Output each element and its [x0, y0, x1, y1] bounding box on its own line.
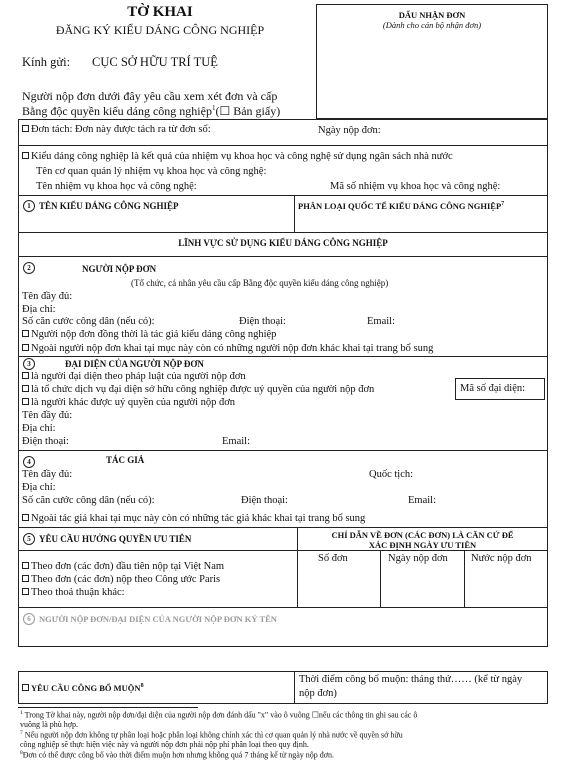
request-line-2 — [22, 104, 280, 119]
form-title: TỜ KHAI — [127, 4, 193, 20]
col-filing-country: Nước nộp đơn — [471, 553, 532, 564]
section3-title — [23, 358, 204, 370]
applicant-name-label: Tên đầy đủ: — [22, 291, 73, 302]
recipient-name: CỤC SỞ HỮU TRÍ TUỆ — [92, 55, 218, 69]
section1-title-text: TÊN KIỂU DÁNG CÔNG NGHIỆP — [39, 201, 179, 211]
col-application-number: Số đơn — [318, 553, 348, 564]
stamp-title: DẤU NHẬN ĐƠN — [398, 10, 466, 20]
divider — [18, 256, 548, 257]
research-agency-label: Tên cơ quan quản lý nhiệm vụ khoa học và công nghệ: — [36, 166, 267, 177]
rep-opt2-label: là tổ chức dịch vụ đại diện sở hữu công nghiệp được uỷ quyền của người nộp đơn — [31, 384, 375, 395]
author-nationality-label: Quốc tịch: — [369, 469, 414, 480]
author-others-checkbox[interactable] — [22, 514, 29, 521]
rep-address-label: Địa chỉ: — [22, 423, 56, 434]
section1-title — [23, 200, 179, 212]
priority-basis-title-1: CHỈ DẪN VỀ ĐƠN (CÁC ĐƠN) LÀ CĂN CỨ ĐỂ — [331, 530, 514, 540]
footnote-1-marker: 1 — [20, 710, 23, 716]
footnote-separator — [18, 707, 198, 708]
applicant-others-label: Ngoài người nộp đơn khai tại mục này còn có những người nộp đơn khác khai tại trang bổ sung — [31, 343, 434, 354]
divider — [18, 145, 548, 146]
research-task-code-label: Mã số nhiệm vụ khoa học và công nghệ: — [330, 181, 501, 192]
publication-checkbox[interactable] — [22, 684, 29, 691]
split-label: Đơn tách: Đơn này được tách ra từ đơn số: — [31, 124, 211, 135]
priority-opt3-label: Theo thoả thuận khác: — [31, 587, 125, 598]
author-others-row — [22, 513, 365, 524]
form-subtitle: ĐĂNG KÝ KIỂU DÁNG CÔNG NGHIỆP — [55, 23, 265, 37]
priority-opt1-label: Theo đơn (các đơn) đầu tiên nộp tại Việt Nam — [31, 561, 225, 572]
rep-email-label: Email: — [222, 436, 250, 447]
footnote-7-text: Nếu người nộp đơn không tự phân loại hoặc phân loại không chính xác thì cơ quan quản lý nhà nước về quyền sở hữu — [24, 730, 403, 740]
rep-opt2-checkbox[interactable] — [22, 385, 29, 392]
divider — [18, 527, 548, 528]
divider — [380, 550, 381, 607]
rep-opt1-checkbox[interactable] — [22, 372, 29, 379]
classification-title-text: PHÂN LOẠI QUỐC TẾ KIỂU DÁNG CÔNG NGHIỆP — [298, 201, 502, 211]
divider — [464, 550, 465, 607]
split-row — [22, 124, 211, 135]
rep-opt1-label: là người đại diện theo pháp luật của người nộp đơn — [31, 371, 246, 382]
applicant-address-label: Địa chỉ: — [22, 304, 56, 315]
footnote-8 — [20, 750, 334, 760]
rep-opt2-row — [22, 384, 374, 395]
request-line-1: Người nộp đơn dưới đây yêu cầu xem xét đơn và cấp — [22, 89, 278, 103]
footnote-ref-1: 1 — [211, 104, 216, 112]
author-email-label: Email: — [408, 495, 436, 506]
section4-title: TÁC GIẢ — [106, 455, 145, 465]
research-label: Kiểu dáng công nghiệp là kết quả của nhiệm vụ khoa học và công nghệ sử dụng ngân sách nhà nước — [31, 151, 453, 162]
priority-opt3-checkbox[interactable] — [22, 588, 29, 595]
footnote-8-text: Đơn có thể được công bố vào thời điểm muộn hơn nhưng không quá 7 tháng kể từ ngày nộp đơn. — [22, 750, 334, 760]
recipient-label: Kính gửi: — [22, 55, 71, 69]
priority-opt1-checkbox[interactable] — [22, 562, 29, 569]
divider — [18, 232, 548, 233]
section5-title — [23, 533, 191, 545]
divider — [294, 195, 295, 232]
author-name-label: Tên đầy đủ: — [22, 469, 73, 480]
priority-opt2-label: Theo đơn (các đơn) nộp theo Công ước Paris — [31, 574, 221, 585]
rep-opt3-checkbox[interactable] — [22, 398, 29, 405]
section2-number-circle: 2 — [23, 262, 35, 274]
section3-title-text: ĐẠI DIỆN CỦA NGƯỜI NỘP ĐƠN — [65, 359, 204, 369]
priority-opt2-checkbox[interactable] — [22, 575, 29, 582]
section1-number: 1 — [23, 200, 35, 212]
priority-opt2-row — [22, 574, 220, 585]
rep-phone-label: Điện thoại: — [22, 436, 69, 447]
publication-time-line-1: Thời điểm công bố muộn: tháng thứ…… (kể từ ngày — [299, 674, 523, 685]
divider — [18, 356, 548, 357]
footnote-ref-7: 7 — [501, 201, 505, 208]
section5-title-text: YÊU CẦU HƯỞNG QUYỀN ƯU TIÊN — [39, 534, 192, 544]
priority-opt1-row — [22, 561, 224, 572]
footnote-7-line-1 — [20, 730, 403, 740]
applicant-id-label: Số căn cước công dân (nếu có): — [22, 316, 155, 327]
divider — [18, 450, 548, 451]
footnote-1-text: Trong Tờ khai này, người nộp đơn/đại diện của người nộp đơn đánh dấu "x" vào ô vuông ☐nếu các thông tin ghi sau các ô — [24, 710, 418, 720]
section2-title: NGƯỜI NỘP ĐƠN — [82, 264, 157, 274]
split-checkbox[interactable] — [22, 125, 29, 132]
applicant-others-row — [22, 343, 433, 354]
publication-label: YÊU CẦU CÔNG BỐ MUỘN — [31, 683, 141, 693]
applicant-others-checkbox[interactable] — [22, 344, 29, 351]
section2-number — [23, 258, 39, 276]
priority-basis-title-2: XÁC ĐỊNH NGÀY ƯU TIÊN — [368, 540, 477, 550]
footnote-8-marker: 8 — [20, 750, 23, 756]
request-line-2-text: Bằng độc quyền kiểu dáng công nghiệp — [22, 104, 212, 118]
divider — [18, 195, 548, 196]
section6-title — [23, 613, 277, 625]
research-row — [22, 151, 453, 162]
divider — [18, 550, 548, 551]
section4-number-circle: 4 — [23, 456, 35, 468]
classification-title — [298, 201, 504, 211]
applicant-phone-label: Điện thoại: — [239, 316, 286, 327]
applicant-author-label: Người nộp đơn đồng thời là tác giả kiểu dáng công nghiệp — [31, 329, 277, 340]
research-checkbox[interactable] — [22, 152, 29, 159]
author-address-label: Địa chỉ: — [22, 482, 56, 493]
col-filing-date: Ngày nộp đơn — [388, 553, 448, 564]
divider — [294, 671, 295, 704]
divider — [18, 607, 548, 608]
split-date-label: Ngày nộp đơn: — [318, 125, 381, 136]
rep-name-label: Tên đầy đủ: — [22, 410, 73, 421]
rep-opt1-row — [22, 371, 246, 382]
rep-code-label: Mã số đại diện: — [460, 383, 526, 394]
author-id-label: Số căn cước công dân (nếu có): — [22, 495, 155, 506]
author-others-label: Ngoài tác giả khai tại mục này còn có những tác giả khác khai tại trang bổ sung — [31, 513, 366, 524]
applicant-author-row — [22, 329, 276, 340]
footnote-7-line-2: công nghiệp sẽ thực hiện việc này và người nộp đơn phải nộp phí phân loại theo quy định. — [20, 740, 309, 749]
section6-title-text: NGƯỜI NỘP ĐƠN/ĐẠI DIỆN CỦA NGƯỜI NỘP ĐƠN KÝ TÊN — [39, 614, 277, 624]
applicant-email-label: Email: — [367, 316, 395, 327]
rep-opt3-row — [22, 397, 235, 408]
priority-opt3-row — [22, 587, 125, 598]
applicant-author-checkbox[interactable] — [22, 330, 29, 337]
publication-row — [22, 683, 144, 693]
rep-opt3-label: là người khác được uỷ quyền của người nộp đơn — [31, 397, 236, 408]
section6-number: 6 — [23, 613, 35, 625]
stamp-note: (Dành cho cán bộ nhận đơn) — [382, 20, 482, 30]
section3-number: 3 — [23, 358, 35, 370]
footnote-ref-8: 8 — [140, 683, 144, 690]
publication-time-line-2: nộp đơn) — [299, 688, 337, 699]
field-of-use-title: LĨNH VỰC SỬ DỤNG KIỂU DÁNG CÔNG NGHIỆP — [178, 238, 388, 248]
author-phone-label: Điện thoại: — [241, 495, 288, 506]
section5-number: 5 — [23, 533, 35, 545]
section2-note: (Tổ chức, cá nhân yêu cầu cấp Bằng độc quyền kiểu dáng công nghiệp) — [131, 278, 389, 288]
research-task-name-label: Tên nhiệm vụ khoa học và công nghệ: — [36, 181, 197, 192]
footnote-7-marker: 7 — [20, 730, 23, 736]
footnote-1-line-1 — [20, 710, 417, 720]
paper-option[interactable]: (☐ Bản giấy) — [215, 104, 281, 118]
footnote-1-line-2: vuông là phù hợp. — [20, 720, 79, 729]
section4-number — [23, 452, 39, 470]
